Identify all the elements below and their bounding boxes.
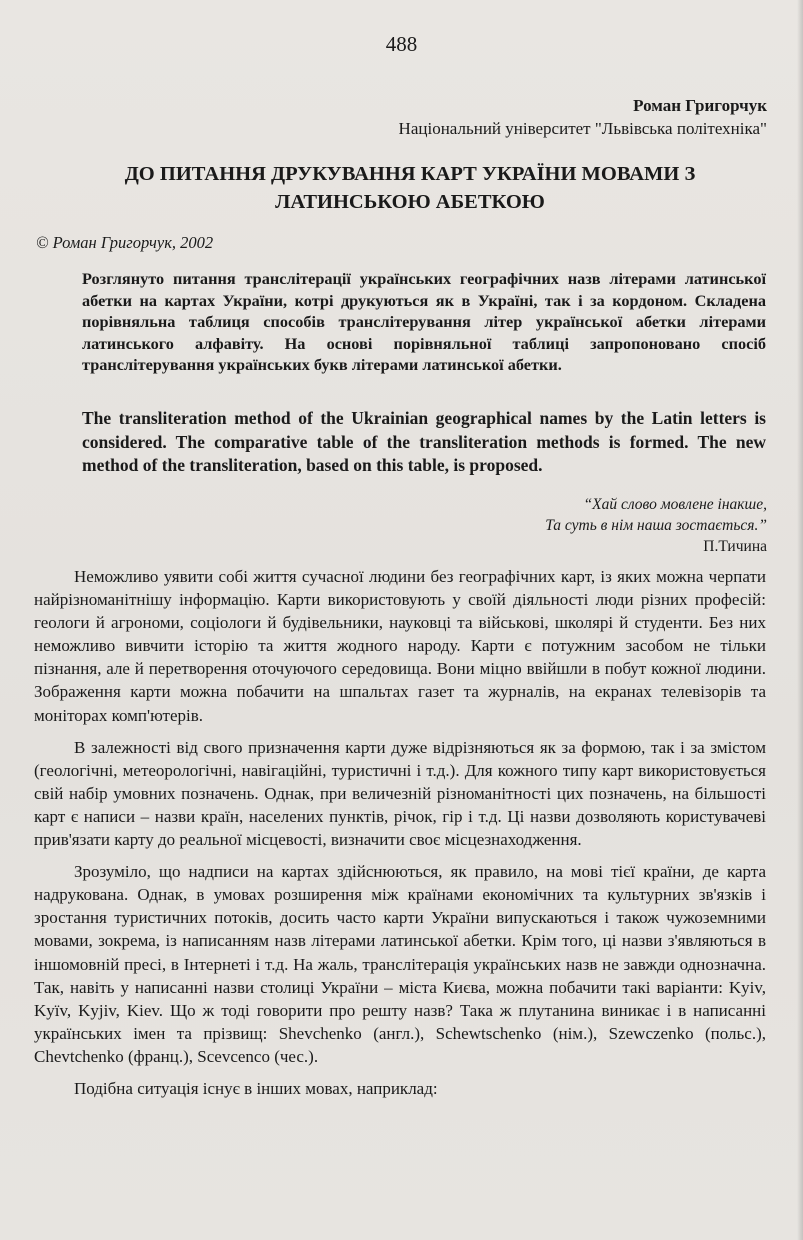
abstract-english: The transliteration method of the Ukrainian geographical names by the Latin letters is considered. The comparative table of the transliteration methods is formed. The new method of the transliteration, based on this table, is proposed. [82, 408, 766, 475]
author-affiliation: Національний університет "Львівська політехніка" [398, 119, 767, 138]
page-number: 488 [385, 32, 418, 56]
body-paragraph-3: Зрозуміло, що надписи на картах здійснюються, як правило, на мові тієї країни, де карта надрукована. Однак, в умовах розширення між країнами економічних та культурних зв'язків і зростання туристичних потоків, досить часто карти України випускаються і також чужоземними мовами, зокрема, із написанням назв літерами латинської абетки. Крім того, ці назви з'являються в іншомовній пресі, в Інтернеті і т.д. На жаль, транслітерація українських назв не завжди однозначна. Так, навіть у написанні назви столиці України – міста Києва, можна побачити такі варіанти: Kyiv, Kyïv, Kyjiv, Kiev. Що ж тоді говорити про решту назв? Така ж плутанина виникає і в написанні українських імен та прізвищ: Shevchenko (англ.), Schewtschenko (нім.), Szewczenko (польс.), Chevtchenko (франц.), Scevcenco (чес.). [34, 862, 766, 1066]
scan-edge-shadow [797, 0, 803, 1240]
copyright-notice: © Роман Григорчук, 2002 [36, 233, 214, 252]
epigraph-author: П.Тичина [703, 538, 767, 555]
title-line-2: ЛАТИНСЬКОЮ АБЕТКОЮ [275, 191, 545, 213]
paper-title [60, 160, 760, 216]
author-block [399, 95, 767, 141]
body-paragraph-4: Подібна ситуація існує в інших мовах, наприклад: [74, 1078, 438, 1098]
epigraph [545, 494, 767, 557]
body-paragraph-2: В залежності від свого призначення карти дуже відрізняються як за формою, так і за змістом (геологічні, метеорологічні, навігаційні, туристичні і т.д.). Для кожного типу карт використовується свій набір умовних позначень. Однак, при величезній різноманітності цих позначень, на більшості карт є написи – назви країн, населених пунктів, річок, гір і т.д. Ці назви дозволяють користувачеві прив'язати карту до реальної місцевості, визначити своє місцезнаходження. [34, 737, 766, 850]
body-paragraph-1: Неможливо уявити собі життя сучасної людини без географічних карт, із яких можна черпати найрізноманітнішу інформацію. Карти використовують у своїй діяльності люди різних професій: геологи й агрономи, соціологи й будівельники, науковці та військові, школярі й студенти. Без них неможливо вивчити історію та життя жодного народу. Карти є потужним засобом не тільки пізнання, але й перетворення оточуючого середовища. Вони міцно ввійшли в побут кожної людини. Зображення карти можна побачити на шпальтах газет та журналів, на екранах телевізорів та моніторах комп'ютерів. [34, 567, 766, 725]
epigraph-line-2: Та суть в нім наша зостається.” [545, 517, 767, 534]
abstract-ukrainian: Розглянуто питання транслітерації українських географічних назв літерами латинської абетки на картах України, котрі друкуються як в Україні, так і за кордоном. Складена порівняльна таблиця способів транслітерування літер української абетки літерами латинського алфавіту. На основі порівняльної таблиці запропоновано спосіб транслітерування українських букв літерами латинської абетки. [82, 269, 766, 375]
title-line-1: ДО ПИТАННЯ ДРУКУВАННЯ КАРТ УКРАЇНИ МОВАМИ З [124, 163, 696, 185]
body-text [34, 565, 766, 1109]
epigraph-line-1: “Хай слово мовлене інакше, [583, 496, 767, 513]
author-name: Роман Григорчук [633, 96, 767, 115]
